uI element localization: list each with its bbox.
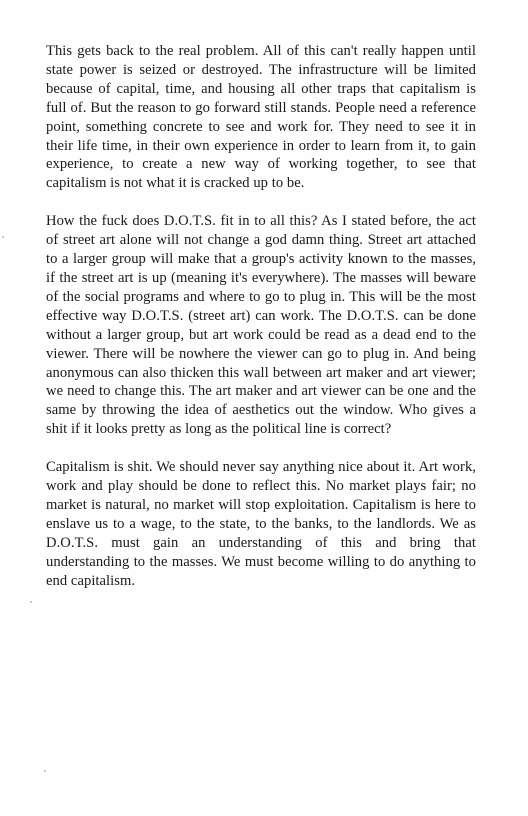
paragraph-problem: This gets back to the real problem. All of this can't really happen until state power is seized or destroyed. The infrastructure will be limited because of capital, time, and housing all other traps that capitalism is full of. But the reason to go forward still stands. People need a reference point, something concrete to see and work for. They need to see it in their life time, in their own experience in order to learn from it, to gain experience, to create a new way of working together, to see that capitalism is not what it is cracked up to be.	[46, 43, 476, 192]
scan-speck	[44, 770, 46, 772]
scan-speck	[30, 601, 32, 603]
scan-speck	[2, 236, 4, 238]
paragraph-dots: How the fuck does D.O.T.S. fit in to all this? As I stated before, the act of street art alone will not change a god damn thing. Street art attached to a larger group will make that a group's activity known to the masses, if the street art is up (meaning it's everywhere). The masses will beware of the social programs and where to go to plug in. This will be the most effective way D.O.T.S. (street art) can work. The D.O.T.S. can be done without a larger group, but art work could be read as a dead end to the viewer. There will be nowhere the viewer can go to plug in. And being anonymous can also thicken this wall between art maker and art viewer; we need to change this. The art maker and art viewer can be one and the same by throwing the idea of aesthetics out the window. Who gives a shit if it looks pretty as long as the political line is correct?	[46, 213, 476, 438]
paragraph-capitalism: Capitalism is shit. We should never say anything nice about it. Art work, work and play should be done to reflect this. No market plays fair; no market is natural, no market will stop exploitation. Capitalism is here to enslave us to a wage, to the state, to the banks, to the landlords. We as D.O.T.S. must gain an understanding of this and bring that understanding to the masses. We must become willing to do anything to end capitalism.	[46, 459, 476, 589]
body-text	[46, 42, 476, 609]
